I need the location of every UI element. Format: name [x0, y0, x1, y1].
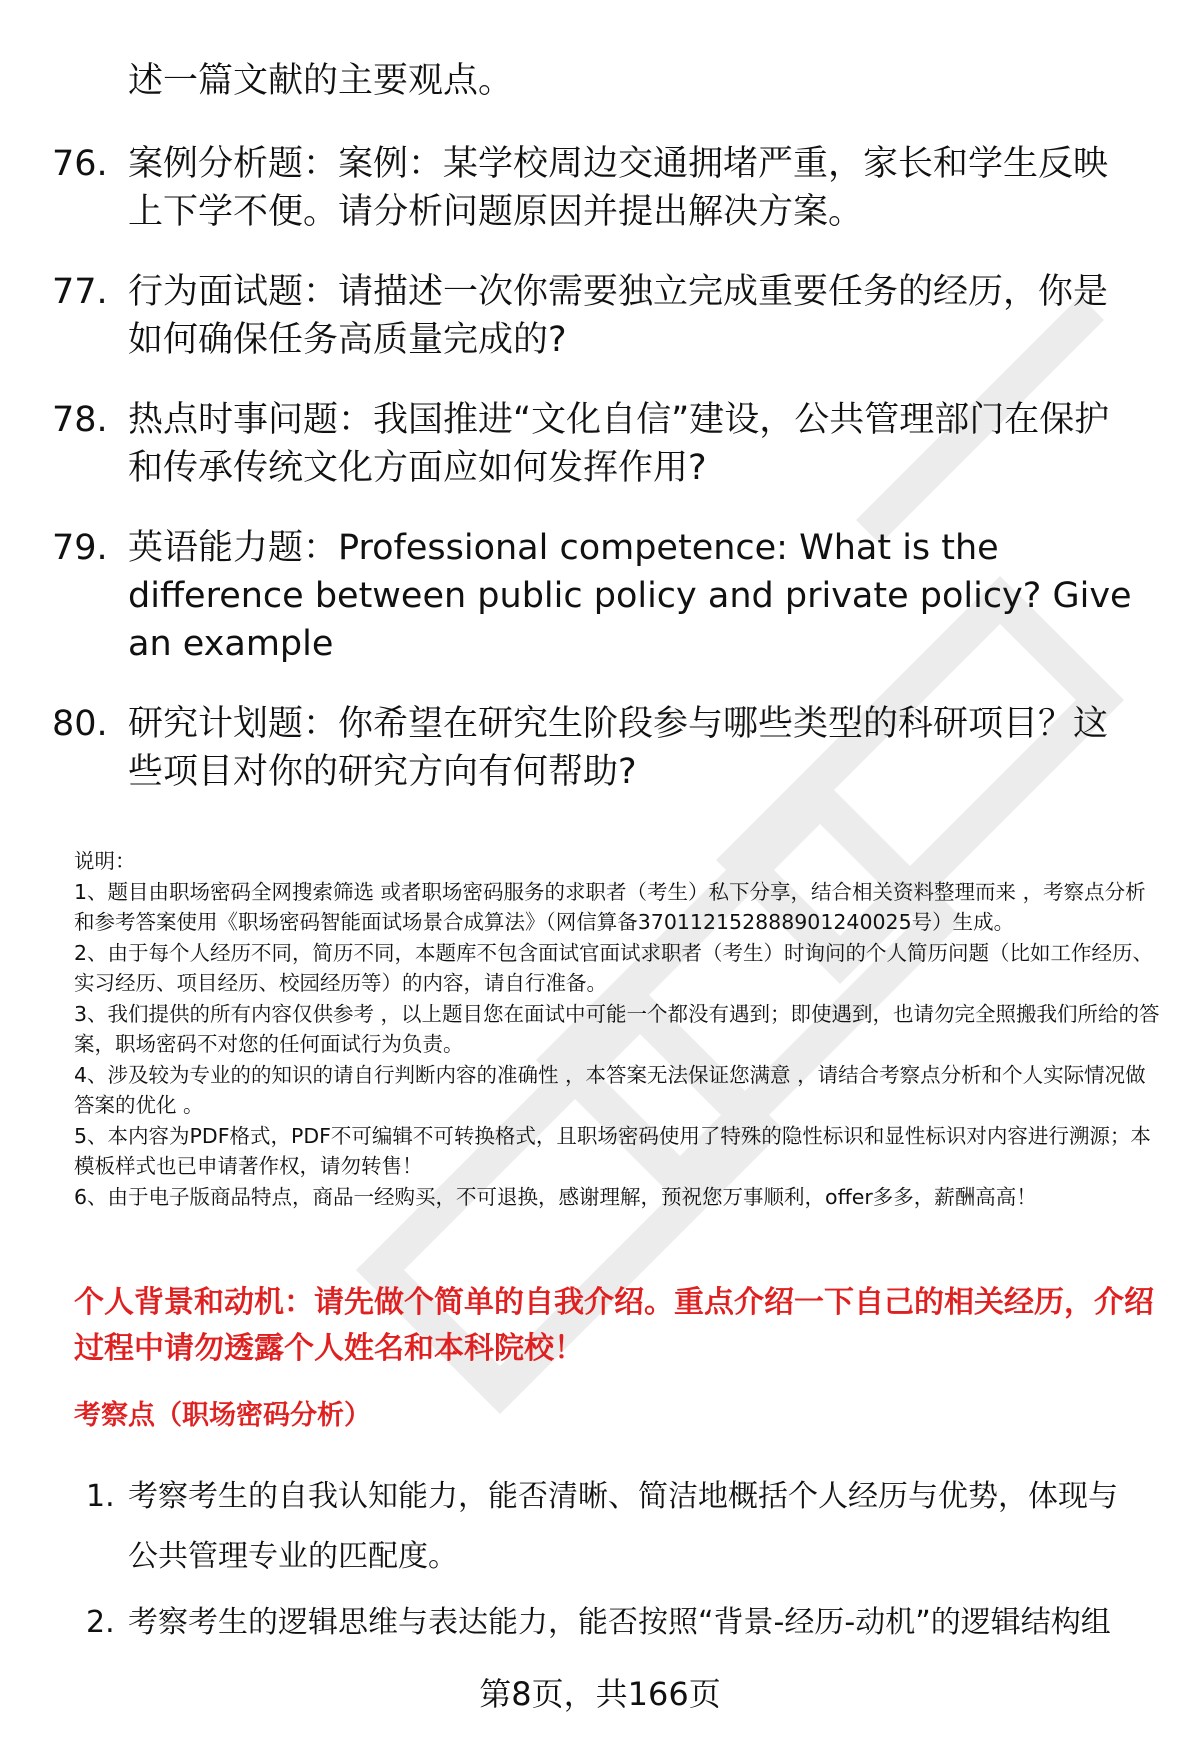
question-number: 80.	[52, 704, 108, 744]
note-item: 2、由于每个人经历不同，简历不同，本题库不包含面试官面试求职者（考生）时询问的个人简历问题（比如工作经历、实习经历、项目经历、校园经历等）的内容，请自行准备。	[74, 940, 1154, 995]
page-footer: 第8页，共166页	[479, 1675, 721, 1713]
analysis-point	[0, 1593, 1200, 1653]
note-item: 5、本内容为PDF格式，PDF不可编辑不可转换格式，且职场密码使用了特殊的隐性标识和显性标识对内容进行溯源；本模板样式也已申请著作权，请勿转售！	[74, 1123, 1151, 1178]
question-item	[0, 268, 1200, 364]
point-number: 1.	[86, 1479, 115, 1514]
question-list	[0, 140, 1200, 828]
question-text: 英语能力题：Professional competence: What is the difference between public policy and private policy? Give an example	[128, 528, 1132, 664]
analysis-point	[0, 1467, 1200, 1587]
notes-title: 说明：	[74, 849, 136, 873]
analysis-points-list	[0, 1467, 1200, 1659]
question-number: 77.	[52, 272, 108, 312]
point-number: 2.	[86, 1605, 115, 1640]
question-item	[0, 700, 1200, 796]
question-number: 76.	[52, 144, 108, 184]
continued-question-text: 述一篇文献的主要观点。	[128, 61, 514, 101]
interview-question-heading: 个人背景和动机：请先做个简单的自我介绍。重点介绍一下自己的相关经历，介绍过程中请勿透露个人姓名和本科院校！	[74, 1285, 1154, 1366]
point-text: 考察考生的逻辑思维与表达能力，能否按照“背景-经历-动机”的逻辑结构组	[128, 1605, 1111, 1640]
question-text: 行为面试题：请描述一次你需要独立完成重要任务的经历，你是如何确保任务高质量完成的?	[128, 272, 1109, 360]
note-item: 1、题目由职场密码全网搜索筛选 或者职场密码服务的求职者（考生）私下分享，结合相关资料整理而来 ，考察点分析和参考答案使用《职场密码智能面试场景合成算法》（网信算备370112152888901240025号）生成。	[74, 879, 1146, 934]
question-text: 研究计划题：你希望在研究生阶段参与哪些类型的科研项目？这些项目对你的研究方向有何帮助?	[128, 704, 1109, 792]
notes-section	[74, 846, 1164, 1212]
note-item: 6、由于电子版商品特点，商品一经购买，不可退换，感谢理解，预祝您万事顺利，offer多多，薪酬高高！	[74, 1184, 1037, 1209]
note-item: 4、涉及较为专业的的知识的请自行判断内容的准确性 ，本答案无法保证您满意 ，请结合考察点分析和个人实际情况做答案的优化 。	[74, 1062, 1146, 1117]
question-item	[0, 396, 1200, 492]
point-text: 考察考生的自我认知能力，能否清晰、简洁地概括个人经历与优势，体现与公共管理专业的匹配度。	[128, 1479, 1118, 1574]
note-item: 3、我们提供的所有内容仅供参考 ，以上题目您在面试中可能一个都没有遇到；即使遇到，也请勿完全照搬我们所给的答案，职场密码不对您的任何面试行为负责。	[74, 1001, 1160, 1056]
analysis-heading: 考察点（职场密码分析）	[74, 1400, 371, 1431]
question-number: 78.	[52, 400, 108, 440]
question-item	[0, 140, 1200, 236]
question-text: 案例分析题：案例：某学校周边交通拥堵严重，家长和学生反映上下学不便。请分析问题原因并提出解决方案。	[128, 144, 1109, 232]
question-number: 79.	[52, 528, 108, 568]
question-item	[0, 524, 1200, 668]
question-text: 热点时事问题：我国推进“文化自信”建设，公共管理部门在保护和传承传统文化方面应如何发挥作用?	[128, 400, 1110, 488]
